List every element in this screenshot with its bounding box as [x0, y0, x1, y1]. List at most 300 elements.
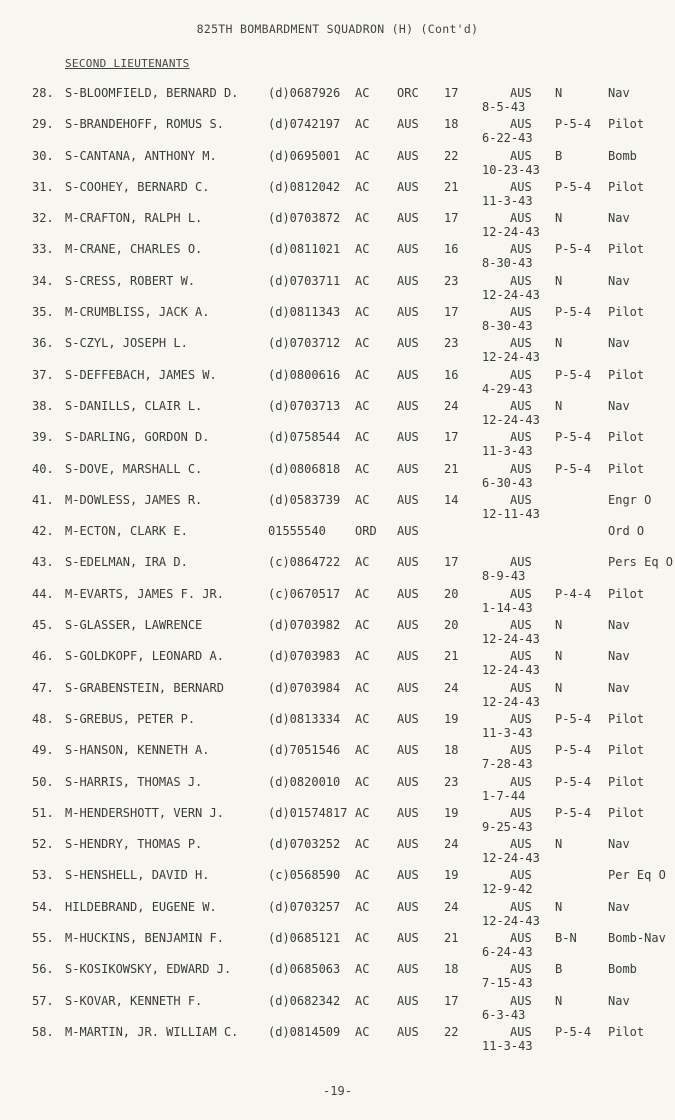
rating-date: 12-24-43 — [482, 913, 540, 928]
entry-number: 56. — [32, 962, 54, 977]
entry-number: 28. — [32, 86, 54, 100]
branch: AC — [355, 179, 370, 194]
status-aus: AUS — [510, 305, 532, 320]
roster-row — [0, 743, 675, 774]
branch: AC — [355, 430, 370, 445]
serial-number: (d)0687926 — [268, 86, 341, 100]
officer-name: S-HANSON, KENNETH A. — [65, 743, 210, 758]
officer-name: HILDEBRAND, EUGENE W. — [65, 899, 217, 914]
status-aus: AUS — [510, 618, 532, 633]
component: AUS — [397, 367, 419, 382]
mos-code: 21 — [444, 179, 459, 194]
roster-list — [0, 86, 675, 1056]
component: AUS — [397, 711, 419, 726]
rating-date: 12-24-43 — [482, 350, 540, 365]
page-title: 825TH BOMBARDMENT SQUADRON (H) (Cont'd) — [196, 22, 479, 36]
branch: AC — [355, 711, 370, 726]
entry-number: 45. — [32, 618, 54, 633]
status-aus: AUS — [510, 743, 532, 758]
status-aus: AUS — [510, 398, 532, 413]
component: AUS — [397, 899, 419, 914]
status-aus: AUS — [510, 492, 532, 507]
page-number: -19- — [323, 1084, 352, 1098]
serial-number: (d)0703711 — [268, 273, 341, 288]
serial-number: (d)0703713 — [268, 398, 341, 413]
mos-code: 17 — [444, 555, 459, 570]
roster-row — [0, 211, 675, 242]
entry-number: 39. — [32, 430, 54, 445]
entry-number: 52. — [32, 837, 54, 852]
rating-code: B — [555, 148, 563, 163]
entry-number: 54. — [32, 899, 54, 914]
entry-number: 55. — [32, 931, 54, 946]
status-aus: AUS — [510, 336, 532, 351]
component: AUS — [397, 993, 419, 1008]
component: AUS — [397, 774, 419, 789]
roster-row — [0, 336, 675, 367]
component: AUS — [397, 117, 419, 132]
component: AUS — [397, 398, 419, 413]
duty-assignment: Nav — [608, 837, 630, 852]
status-aus: AUS — [510, 899, 532, 914]
roster-row — [0, 775, 675, 806]
mos-code: 18 — [444, 117, 459, 132]
officer-name: M-CRAFTON, RALPH L. — [65, 211, 203, 226]
entry-number: 30. — [32, 148, 54, 163]
officer-name: M-MARTIN, JR. WILLIAM C. — [65, 1024, 239, 1039]
serial-number: (d)0682342 — [268, 993, 341, 1008]
rating-code: P-5-4 — [555, 367, 592, 382]
officer-name: S-CRESS, ROBERT W. — [65, 273, 196, 288]
duty-assignment: Pilot — [608, 179, 645, 194]
entry-number: 35. — [32, 305, 54, 320]
duty-assignment: Pilot — [608, 805, 645, 820]
roster-row — [0, 868, 675, 899]
status-aus: AUS — [510, 774, 532, 789]
officer-name: M-HUCKINS, BENJAMIN F. — [65, 931, 224, 946]
branch: AC — [355, 837, 370, 852]
serial-number: (c)0670517 — [268, 586, 341, 601]
rating-date: 12-24-43 — [482, 632, 540, 647]
duty-assignment: Pilot — [608, 1024, 645, 1039]
serial-number: (d)0812042 — [268, 179, 341, 194]
rating-code: N — [555, 618, 563, 633]
mos-code: 17 — [444, 211, 459, 226]
entry-number: 42. — [32, 524, 54, 539]
duty-assignment: Per Eq O — [608, 868, 666, 883]
serial-number: (c)0568590 — [268, 868, 341, 883]
rating-code: N — [555, 649, 563, 664]
duty-assignment: Pers Eq O — [608, 555, 674, 570]
officer-name: S-KOVAR, KENNETH F. — [65, 993, 203, 1008]
entry-number: 51. — [32, 805, 54, 820]
rating-code: P-5-4 — [555, 179, 592, 194]
status-aus: AUS — [510, 649, 532, 664]
mos-code: 22 — [444, 148, 459, 163]
entry-number: 47. — [32, 680, 54, 695]
officer-name: M-HENDERSHOTT, VERN J. — [65, 805, 224, 820]
mos-code: 22 — [444, 1024, 459, 1039]
rating-date: 11-3-43 — [482, 193, 533, 208]
rating-date: 12-24-43 — [482, 851, 540, 866]
officer-name: S-KOSIKOWSKY, EDWARD J. — [65, 962, 232, 977]
serial-number: (d)01574817 — [268, 805, 348, 820]
roster-row — [0, 555, 675, 586]
roster-row — [0, 1025, 675, 1056]
mos-code: 19 — [444, 805, 459, 820]
rating-code: P-5-4 — [555, 805, 592, 820]
component: AUS — [397, 148, 419, 163]
entry-number: 48. — [32, 711, 54, 726]
roster-row — [0, 180, 675, 211]
branch: AC — [355, 305, 370, 320]
officer-name: S-CANTANA, ANTHONY M. — [65, 148, 217, 163]
duty-assignment: Nav — [608, 336, 630, 351]
component: AUS — [397, 524, 419, 539]
status-aus: AUS — [510, 680, 532, 695]
rating-date: 8-9-43 — [482, 569, 526, 584]
officer-name: S-BRANDEHOFF, ROMUS S. — [65, 117, 224, 132]
component: AUS — [397, 931, 419, 946]
serial-number: (d)0758544 — [268, 430, 341, 445]
rating-code: P-5-4 — [555, 242, 592, 257]
officer-name: S-GLASSER, LAWRENCE — [65, 618, 203, 633]
rating-date: 8-5-43 — [482, 100, 526, 114]
duty-assignment: Nav — [608, 398, 630, 413]
component: AUS — [397, 618, 419, 633]
rating-date: 11-3-43 — [482, 1038, 533, 1053]
status-aus: AUS — [510, 805, 532, 820]
rating-date: 9-25-43 — [482, 819, 533, 834]
mos-code: 17 — [444, 305, 459, 320]
status-aus: AUS — [510, 868, 532, 883]
rating-date: 7-15-43 — [482, 976, 533, 991]
mos-code: 16 — [444, 242, 459, 257]
roster-row — [0, 242, 675, 273]
roster-row — [0, 994, 675, 1025]
branch: AC — [355, 743, 370, 758]
status-aus: AUS — [510, 242, 532, 257]
status-aus: AUS — [510, 211, 532, 226]
rating-code: P-5-4 — [555, 117, 592, 132]
serial-number: (d)0814509 — [268, 1024, 341, 1039]
entry-number: 31. — [32, 179, 54, 194]
rating-code: B — [555, 962, 563, 977]
roster-row — [0, 837, 675, 868]
rating-date: 10-23-43 — [482, 162, 540, 177]
component: AUS — [397, 211, 419, 226]
mos-code: 18 — [444, 962, 459, 977]
duty-assignment: Nav — [608, 899, 630, 914]
duty-assignment: Bomb — [608, 148, 637, 163]
branch: AC — [355, 618, 370, 633]
officer-name: S-GOLDKOPF, LEONARD A. — [65, 649, 224, 664]
branch: AC — [355, 774, 370, 789]
officer-name: S-COOHEY, BERNARD C. — [65, 179, 210, 194]
rating-code: N — [555, 398, 563, 413]
roster-row — [0, 962, 675, 993]
rating-date: 6-22-43 — [482, 131, 533, 146]
serial-number: (c)0864722 — [268, 555, 341, 570]
rating-code: B-N — [555, 931, 577, 946]
status-aus: AUS — [510, 586, 532, 601]
rating-code: N — [555, 336, 563, 351]
duty-assignment: Nav — [608, 680, 630, 695]
serial-number: (d)0703984 — [268, 680, 341, 695]
roster-row — [0, 368, 675, 399]
duty-assignment: Pilot — [608, 774, 645, 789]
serial-number: (d)0703982 — [268, 618, 341, 633]
rating-date: 6-3-43 — [482, 1007, 526, 1022]
officer-name: S-DEFFEBACH, JAMES W. — [65, 367, 217, 382]
roster-row — [0, 931, 675, 962]
status-aus: AUS — [510, 711, 532, 726]
mos-code: 18 — [444, 743, 459, 758]
mos-code: 21 — [444, 461, 459, 476]
roster-row — [0, 524, 675, 555]
roster-row — [0, 681, 675, 712]
status-aus: AUS — [510, 86, 532, 100]
officer-name: S-DOVE, MARSHALL C. — [65, 461, 203, 476]
entry-number: 34. — [32, 273, 54, 288]
entry-number: 58. — [32, 1024, 54, 1039]
roster-row — [0, 900, 675, 931]
status-aus: AUS — [510, 931, 532, 946]
roster-row — [0, 430, 675, 461]
mos-code: 21 — [444, 931, 459, 946]
rating-code: P-5-4 — [555, 461, 592, 476]
branch: AC — [355, 868, 370, 883]
status-aus: AUS — [510, 1024, 532, 1039]
mos-code: 23 — [444, 774, 459, 789]
mos-code: 19 — [444, 711, 459, 726]
officer-name: S-HARRIS, THOMAS J. — [65, 774, 203, 789]
serial-number: (d)0703872 — [268, 211, 341, 226]
status-aus: AUS — [510, 430, 532, 445]
rating-code: P-5-4 — [555, 1024, 592, 1039]
status-aus: AUS — [510, 461, 532, 476]
officer-name: M-CRUMBLISS, JACK A. — [65, 305, 210, 320]
rating-date: 4-29-43 — [482, 381, 533, 396]
roster-row — [0, 149, 675, 180]
mos-code: 24 — [444, 680, 459, 695]
mos-code: 23 — [444, 336, 459, 351]
component: AUS — [397, 805, 419, 820]
branch: ORD — [355, 524, 377, 539]
entry-number: 37. — [32, 367, 54, 382]
component: AUS — [397, 555, 419, 570]
entry-number: 49. — [32, 743, 54, 758]
entry-number: 44. — [32, 586, 54, 601]
status-aus: AUS — [510, 962, 532, 977]
rating-code: N — [555, 273, 563, 288]
officer-name: S-BLOOMFIELD, BERNARD D. — [65, 86, 239, 100]
serial-number: (d)0703983 — [268, 649, 341, 664]
component: AUS — [397, 868, 419, 883]
rating-date: 12-24-43 — [482, 412, 540, 427]
section-heading: SECOND LIEUTENANTS — [65, 57, 190, 70]
roster-row — [0, 618, 675, 649]
rating-date: 11-3-43 — [482, 725, 533, 740]
component: AUS — [397, 962, 419, 977]
mos-code: 19 — [444, 868, 459, 883]
serial-number: (d)0813334 — [268, 711, 341, 726]
roster-row — [0, 117, 675, 148]
rating-date: 12-24-43 — [482, 694, 540, 709]
duty-assignment: Nav — [608, 211, 630, 226]
branch: AC — [355, 336, 370, 351]
rating-code: P-4-4 — [555, 586, 592, 601]
branch: AC — [355, 492, 370, 507]
duty-assignment: Pilot — [608, 711, 645, 726]
serial-number: 01555540 — [268, 524, 326, 539]
mos-code: 16 — [444, 367, 459, 382]
branch: AC — [355, 586, 370, 601]
rating-date: 12-24-43 — [482, 663, 540, 678]
status-aus: AUS — [510, 117, 532, 132]
duty-assignment: Nav — [608, 649, 630, 664]
rating-date: 1-14-43 — [482, 600, 533, 615]
duty-assignment: Pilot — [608, 117, 645, 132]
entry-number: 40. — [32, 461, 54, 476]
component: AUS — [397, 179, 419, 194]
rating-code: N — [555, 899, 563, 914]
component: AUS — [397, 743, 419, 758]
duty-assignment: Pilot — [608, 461, 645, 476]
status-aus: AUS — [510, 837, 532, 852]
mos-code: 14 — [444, 492, 459, 507]
mos-code: 20 — [444, 586, 459, 601]
rating-date: 1-7-44 — [482, 788, 526, 803]
branch: AC — [355, 461, 370, 476]
duty-assignment: Pilot — [608, 242, 645, 257]
officer-name: S-DARLING, GORDON D. — [65, 430, 210, 445]
status-aus: AUS — [510, 993, 532, 1008]
roster-row — [0, 712, 675, 743]
component: AUS — [397, 837, 419, 852]
branch: AC — [355, 931, 370, 946]
rating-code: N — [555, 680, 563, 695]
component: AUS — [397, 242, 419, 257]
duty-assignment: Nav — [608, 618, 630, 633]
component: AUS — [397, 680, 419, 695]
branch: AC — [355, 805, 370, 820]
branch: AC — [355, 273, 370, 288]
mos-code: 17 — [444, 86, 459, 100]
roster-row — [0, 86, 675, 117]
rating-date: 8-30-43 — [482, 256, 533, 271]
rating-date: 12-11-43 — [482, 506, 540, 521]
serial-number: (d)0703712 — [268, 336, 341, 351]
rating-code: N — [555, 86, 563, 100]
roster-row — [0, 493, 675, 524]
serial-number: (d)0800616 — [268, 367, 341, 382]
rating-code: P-5-4 — [555, 743, 592, 758]
duty-assignment: Pilot — [608, 367, 645, 382]
rating-code: N — [555, 211, 563, 226]
mos-code: 24 — [444, 899, 459, 914]
duty-assignment: Pilot — [608, 743, 645, 758]
roster-row — [0, 305, 675, 336]
serial-number: (d)0685121 — [268, 931, 341, 946]
entry-number: 41. — [32, 492, 54, 507]
status-aus: AUS — [510, 555, 532, 570]
officer-name: S-HENSHELL, DAVID H. — [65, 868, 210, 883]
branch: AC — [355, 555, 370, 570]
officer-name: S-HENDRY, THOMAS P. — [65, 837, 203, 852]
component: AUS — [397, 305, 419, 320]
component: AUS — [397, 336, 419, 351]
entry-number: 46. — [32, 649, 54, 664]
officer-name: S-EDELMAN, IRA D. — [65, 555, 188, 570]
component: AUS — [397, 649, 419, 664]
status-aus: AUS — [510, 148, 532, 163]
status-aus: AUS — [510, 179, 532, 194]
duty-assignment: Nav — [608, 86, 630, 100]
mos-code: 17 — [444, 993, 459, 1008]
rating-date: 7-28-43 — [482, 757, 533, 772]
serial-number: (d)0811343 — [268, 305, 341, 320]
branch: AC — [355, 211, 370, 226]
mos-code: 23 — [444, 273, 459, 288]
mos-code: 21 — [444, 649, 459, 664]
officer-name: S-CZYL, JOSEPH L. — [65, 336, 188, 351]
rating-code: N — [555, 993, 563, 1008]
mos-code: 20 — [444, 618, 459, 633]
officer-name: M-EVARTS, JAMES F. JR. — [65, 586, 224, 601]
rating-date: 12-9-42 — [482, 882, 533, 897]
duty-assignment: Pilot — [608, 430, 645, 445]
branch: AC — [355, 680, 370, 695]
component: AUS — [397, 492, 419, 507]
rating-date: 8-30-43 — [482, 319, 533, 334]
entry-number: 33. — [32, 242, 54, 257]
rating-code: P-5-4 — [555, 430, 592, 445]
rating-date: 12-24-43 — [482, 225, 540, 240]
component: AUS — [397, 1024, 419, 1039]
serial-number: (d)0685063 — [268, 962, 341, 977]
roster-row — [0, 399, 675, 430]
branch: AC — [355, 117, 370, 132]
serial-number: (d)0695001 — [268, 148, 341, 163]
duty-assignment: Ord O — [608, 524, 645, 539]
officer-name: S-GRABENSTEIN, BERNARD — [65, 680, 224, 695]
roster-row — [0, 587, 675, 618]
branch: AC — [355, 993, 370, 1008]
duty-assignment: Nav — [608, 273, 630, 288]
rating-code: N — [555, 837, 563, 852]
serial-number: (d)0583739 — [268, 492, 341, 507]
serial-number: (d)0703252 — [268, 837, 341, 852]
component: AUS — [397, 430, 419, 445]
officer-name: S-GREBUS, PETER P. — [65, 711, 196, 726]
entry-number: 57. — [32, 993, 54, 1008]
component: ORC — [397, 86, 419, 100]
branch: AC — [355, 367, 370, 382]
branch: AC — [355, 962, 370, 977]
roster-row — [0, 462, 675, 493]
duty-assignment: Engr O — [608, 492, 652, 507]
branch: AC — [355, 398, 370, 413]
branch: AC — [355, 242, 370, 257]
officer-name: S-DANILLS, CLAIR L. — [65, 398, 203, 413]
rating-code: P-5-4 — [555, 774, 592, 789]
status-aus: AUS — [510, 367, 532, 382]
duty-assignment: Nav — [608, 993, 630, 1008]
rating-date: 12-24-43 — [482, 287, 540, 302]
rating-date: 6-24-43 — [482, 945, 533, 960]
serial-number: (d)0820010 — [268, 774, 341, 789]
